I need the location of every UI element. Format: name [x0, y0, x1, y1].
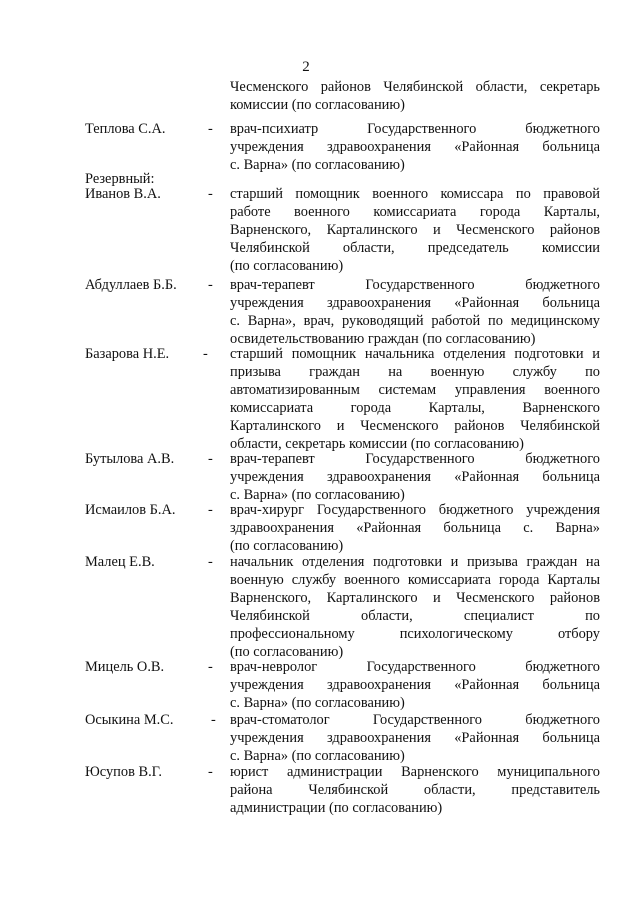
member-name: Теплова С.А.	[85, 121, 166, 137]
dash-separator: -	[208, 764, 213, 780]
member-name: Иванов В.А.	[85, 186, 161, 202]
text-line: врач-терапевт Государственного бюджетного	[230, 451, 600, 467]
dash-separator: -	[208, 659, 213, 675]
dash-separator: -	[208, 277, 213, 293]
text-line: врач-психиатр Государственного бюджетного	[230, 121, 600, 137]
member-description	[230, 120, 600, 174]
text-line: старший помощник военного комиссара по правовой	[230, 186, 600, 202]
dash-separator: -	[208, 186, 213, 202]
member-name: Исмаилов Б.А.	[85, 502, 176, 518]
member-name: Базарова Н.Е.	[85, 346, 170, 362]
member-name: Осыкина М.С.	[85, 712, 174, 728]
dash-separator: -	[208, 502, 213, 518]
text-line: комиссариата города Карталы, Варненского	[230, 400, 600, 416]
continuation-text	[230, 78, 600, 114]
dash-separator: -	[208, 451, 213, 467]
member-name: Малец Е.В.	[85, 554, 155, 570]
text-line: здравоохранения «Районная больница с. Варна»	[230, 520, 600, 536]
text-line: (по согласованию)	[230, 538, 344, 554]
dash-separator: -	[208, 121, 213, 137]
text-line: врач-терапевт Государственного бюджетного	[230, 277, 600, 293]
text-line: врач-стоматолог Государственного бюджетного	[230, 712, 600, 728]
text-line: с. Варна» (по согласованию)	[230, 695, 405, 711]
member-name: Абдуллаев Б.Б.	[85, 277, 177, 293]
text-line: с. Варна», врач, руководящий работой по медицинскому	[230, 313, 600, 329]
page-number: 2	[302, 59, 310, 75]
text-line: старший помощник начальника отделения подготовки и	[230, 346, 600, 362]
reserve-heading: Резервный:	[85, 171, 155, 187]
text-line: автоматизированным системам управления военного	[230, 382, 600, 398]
text-line: с. Варна» (по согласованию)	[230, 748, 405, 764]
text-line: врач-невролог Государственного бюджетного	[230, 659, 600, 675]
dash-separator: -	[211, 712, 216, 728]
text-line: с. Варна» (по согласованию)	[230, 157, 405, 173]
member-name: Юсупов В.Г.	[85, 764, 162, 780]
text-line: профессиональному психологическому отбору	[230, 626, 600, 642]
member-description	[230, 501, 600, 555]
member-description	[230, 276, 600, 348]
member-description	[230, 763, 600, 817]
text-line: призыва граждан на военную службу по	[230, 364, 600, 380]
text-line: комиссии (по согласованию)	[230, 97, 405, 113]
text-line: учреждения здравоохранения «Районная больница	[230, 295, 600, 311]
text-line: учреждения здравоохранения «Районная больница	[230, 139, 600, 155]
text-line: Челябинской области, специалист по	[230, 608, 600, 624]
member-description	[230, 185, 600, 275]
text-line: администрации (по согласованию)	[230, 800, 443, 816]
text-line: Карталинского и Чесменского районов Челябинской	[230, 418, 600, 434]
text-line: Варненского, Карталинского и Чесменского районов	[230, 222, 600, 238]
text-line: учреждения здравоохранения «Районная больница	[230, 677, 600, 693]
member-name: Бутылова А.В.	[85, 451, 175, 467]
text-line: Челябинской области, председатель комиссии	[230, 240, 600, 256]
member-name: Мицель О.В.	[85, 659, 165, 675]
text-line: учреждения здравоохранения «Районная больница	[230, 469, 600, 485]
text-line: района Челябинской области, представитель	[230, 782, 600, 798]
text-line: (по согласованию)	[230, 258, 344, 274]
dash-separator: -	[208, 554, 213, 570]
dash-separator: -	[203, 346, 208, 362]
text-line: Чесменского районов Челябинской области, секретарь	[230, 79, 600, 95]
text-line: (по согласованию)	[230, 644, 344, 660]
text-line: области, секретарь комиссии (по согласованию)	[230, 436, 524, 452]
member-description	[230, 450, 600, 504]
text-line: освидетельствованию граждан (по согласованию)	[230, 331, 536, 347]
text-line: с. Варна» (по согласованию)	[230, 487, 405, 503]
text-line: Варненского, Карталинского и Чесменского районов	[230, 590, 600, 606]
member-description	[230, 658, 600, 712]
text-line: учреждения здравоохранения «Районная больница	[230, 730, 600, 746]
member-description	[230, 345, 600, 453]
text-line: начальник отделения подготовки и призыва граждан на	[230, 554, 600, 570]
member-description	[230, 711, 600, 765]
text-line: юрист администрации Варненского муниципального	[230, 764, 600, 780]
text-line: военную службу военного комиссариата города Карталы	[230, 572, 600, 588]
member-description	[230, 553, 600, 661]
text-line: врач-хирург Государственного бюджетного учреждения	[230, 502, 600, 518]
text-line: работе военного комиссариата города Карталы,	[230, 204, 600, 220]
